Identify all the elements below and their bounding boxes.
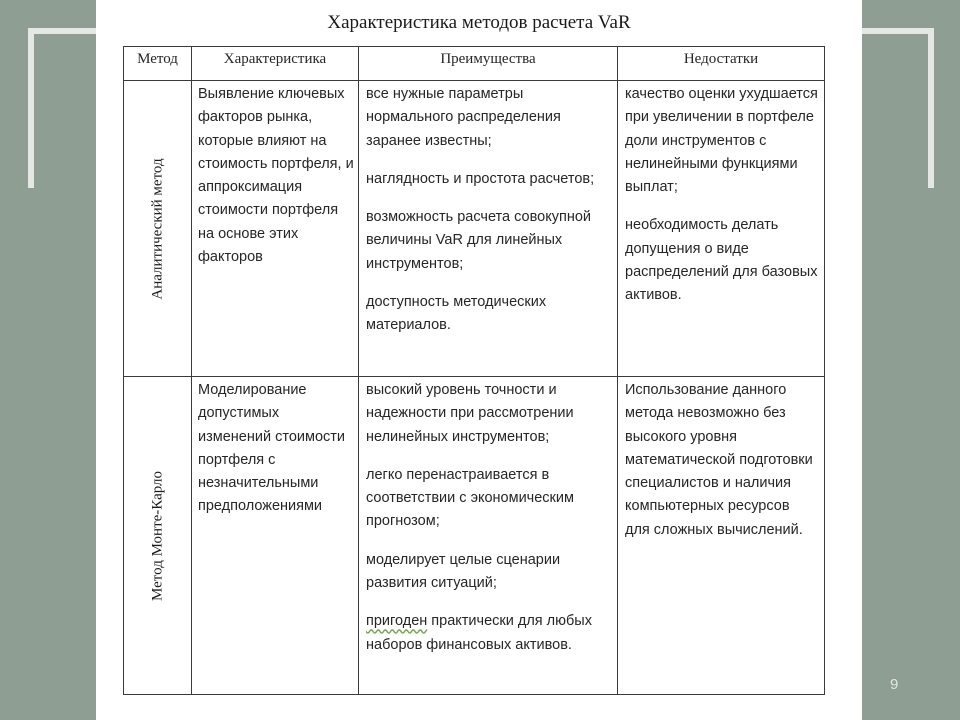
advantage-item: моделирует целые сценарии развития ситуаций;	[366, 551, 561, 592]
advantage-item-rest: практически для любых наборов финансовых активов.	[366, 613, 592, 653]
document-sheet	[96, 0, 862, 720]
advantage-item: все нужные параметры нормального распределения заранее известны;	[366, 86, 561, 149]
method-label: Метод Монте-Карло	[149, 470, 165, 601]
page-number: 9	[890, 676, 899, 693]
characteristic-cell	[192, 81, 359, 377]
characteristic-text: Моделирование допустимых изменений стоимости портфеля с незначительными предположениями	[198, 382, 346, 515]
var-methods-table	[123, 46, 825, 695]
header-advantages: Преимущества	[359, 47, 618, 81]
spellcheck-marked-word: пригоден	[366, 613, 428, 630]
table-row-monte-carlo	[124, 377, 825, 695]
characteristic-cell	[192, 377, 359, 695]
header-method: Метод	[124, 47, 192, 81]
disadvantage-item: качество оценки ухудшается при увеличении в портфеле доли инструментов с нелинейными функциями выплат;	[625, 86, 818, 196]
table-header-row	[124, 47, 825, 81]
disadvantage-item: необходимость делать допущения о виде распределений для базовых активов.	[625, 217, 818, 304]
advantage-item: легко перенастраивается в соответствии с экономическим прогнозом;	[366, 466, 574, 530]
advantage-item: возможность расчета совокупной величины VaR для линейных инструментов;	[366, 209, 591, 272]
method-cell	[124, 81, 192, 377]
disadvantages-cell	[618, 81, 825, 377]
page-title: Характеристика методов расчета VaR	[327, 12, 631, 33]
characteristic-text: Выявление ключевых факторов рынка, которые влияют на стоимость портфеля, и аппроксимация стоимости портфеля на основе этих факторов	[198, 86, 354, 266]
advantage-item: высокий уровень точности и надежности при рассмотрении нелинейных инструментов;	[366, 382, 574, 445]
disadvantage-item: Использование данного метода невозможно без высокого уровня математической подготовки специалистов и наличия компьютерных ресурсов для сложных вычислений.	[625, 382, 813, 538]
table-row-analytical	[124, 81, 825, 377]
method-label: Аналитический метод	[149, 157, 165, 300]
advantages-cell	[359, 377, 618, 695]
method-cell	[124, 377, 192, 695]
header-disadvantages: Недостатки	[618, 47, 825, 81]
advantages-cell	[359, 81, 618, 377]
disadvantages-cell	[618, 377, 825, 695]
advantage-item: доступность методических материалов.	[366, 294, 547, 334]
header-characteristic: Характеристика	[192, 47, 359, 81]
advantage-item: наглядность и простота расчетов;	[366, 170, 595, 187]
advantage-item	[366, 610, 611, 657]
